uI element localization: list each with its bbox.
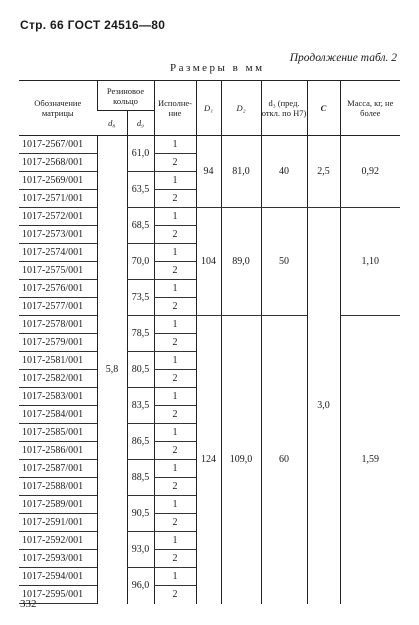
- execution-value: 2: [154, 586, 196, 604]
- row-designation: 1017-2592/001: [19, 532, 97, 550]
- row-designation: 1017-2579/001: [19, 334, 97, 352]
- col-d8: d₈: [97, 111, 127, 136]
- execution-value: 2: [154, 442, 196, 460]
- execution-value: 2: [154, 478, 196, 496]
- d3-value: 50: [261, 208, 307, 316]
- execution-value: 2: [154, 550, 196, 568]
- execution-value: 1: [154, 532, 196, 550]
- d9-value: 80,5: [127, 352, 154, 388]
- row-designation: 1017-2584/001: [19, 406, 97, 424]
- execution-value: 2: [154, 154, 196, 172]
- row-designation: 1017-2574/001: [19, 244, 97, 262]
- execution-value: 2: [154, 370, 196, 388]
- D1-value: 94: [196, 136, 221, 208]
- row-designation: 1017-2567/001: [19, 136, 97, 154]
- row-designation: 1017-2575/001: [19, 262, 97, 280]
- mass-value: 0,92: [340, 136, 400, 208]
- d3-value: 60: [261, 316, 307, 604]
- row-designation: 1017-2568/001: [19, 154, 97, 172]
- execution-value: 2: [154, 514, 196, 532]
- col-mass: Масса, кг, не более: [340, 81, 400, 136]
- mass-value: 1,59: [340, 316, 400, 604]
- execution-value: 2: [154, 406, 196, 424]
- row-designation: 1017-2583/001: [19, 388, 97, 406]
- col-C: C: [307, 81, 340, 136]
- col-rubber-ring: Резиновое кольцо: [97, 81, 154, 111]
- d8-value: 5,8: [97, 136, 127, 604]
- row-designation: 1017-2572/001: [19, 208, 97, 226]
- row-designation: 1017-2585/001: [19, 424, 97, 442]
- execution-value: 1: [154, 316, 196, 334]
- D2-value: 109,0: [221, 316, 261, 604]
- execution-value: 2: [154, 298, 196, 316]
- d9-value: 86,5: [127, 424, 154, 460]
- execution-value: 1: [154, 136, 196, 154]
- execution-value: 1: [154, 172, 196, 190]
- page-header: Стр. 66 ГОСТ 24516—80: [20, 18, 166, 32]
- dimensions-table: [19, 80, 400, 604]
- execution-value: 2: [154, 334, 196, 352]
- col-d3: d₃ (пред. откл. по H7): [261, 81, 307, 136]
- d9-value: 68,5: [127, 208, 154, 244]
- d9-value: 61,0: [127, 136, 154, 172]
- execution-value: 2: [154, 262, 196, 280]
- row-designation: 1017-2569/001: [19, 172, 97, 190]
- execution-value: 2: [154, 226, 196, 244]
- mass-value: 1,10: [340, 208, 400, 316]
- col-D2: D₂: [221, 81, 261, 136]
- row-designation: 1017-2594/001: [19, 568, 97, 586]
- d3-value: 40: [261, 136, 307, 208]
- execution-value: 1: [154, 460, 196, 478]
- C-value: 3,0: [307, 208, 340, 604]
- d9-value: 88,5: [127, 460, 154, 496]
- execution-value: 1: [154, 244, 196, 262]
- C-value: 2,5: [307, 136, 340, 208]
- col-designation: Обозначение матрицы: [19, 81, 97, 136]
- d9-value: 93,0: [127, 532, 154, 568]
- D2-value: 89,0: [221, 208, 261, 316]
- row-designation: 1017-2578/001: [19, 316, 97, 334]
- execution-value: 1: [154, 352, 196, 370]
- d9-value: 78,5: [127, 316, 154, 352]
- row-designation: 1017-2593/001: [19, 550, 97, 568]
- row-designation: 1017-2591/001: [19, 514, 97, 532]
- row-designation: 1017-2581/001: [19, 352, 97, 370]
- execution-value: 1: [154, 388, 196, 406]
- D2-value: 81,0: [221, 136, 261, 208]
- execution-value: 1: [154, 496, 196, 514]
- sizes-caption: Размеры в мм: [170, 62, 265, 74]
- execution-value: 1: [154, 568, 196, 586]
- execution-value: 1: [154, 280, 196, 298]
- col-d9: d₉: [127, 111, 154, 136]
- row-designation: 1017-2576/001: [19, 280, 97, 298]
- d9-value: 73,5: [127, 280, 154, 316]
- col-execution: Исполне-ние: [154, 81, 196, 136]
- d9-value: 96,0: [127, 568, 154, 604]
- row-designation: 1017-2571/001: [19, 190, 97, 208]
- execution-value: 2: [154, 190, 196, 208]
- D1-value: 104: [196, 208, 221, 316]
- d9-value: 63,5: [127, 172, 154, 208]
- row-designation: 1017-2582/001: [19, 370, 97, 388]
- execution-value: 1: [154, 208, 196, 226]
- continuation-note: Продолжение табл. 2: [289, 52, 397, 64]
- row-designation: 1017-2588/001: [19, 478, 97, 496]
- row-designation: 1017-2589/001: [19, 496, 97, 514]
- D1-value: 124: [196, 316, 221, 604]
- row-designation: 1017-2577/001: [19, 298, 97, 316]
- d9-value: 90,5: [127, 496, 154, 532]
- col-D1: D₁: [196, 81, 221, 136]
- d9-value: 70,0: [127, 244, 154, 280]
- row-designation: 1017-2595/001: [19, 586, 97, 604]
- d9-value: 83,5: [127, 388, 154, 424]
- page-number: 332: [20, 598, 37, 610]
- row-designation: 1017-2586/001: [19, 442, 97, 460]
- row-designation: 1017-2573/001: [19, 226, 97, 244]
- row-designation: 1017-2587/001: [19, 460, 97, 478]
- execution-value: 1: [154, 424, 196, 442]
